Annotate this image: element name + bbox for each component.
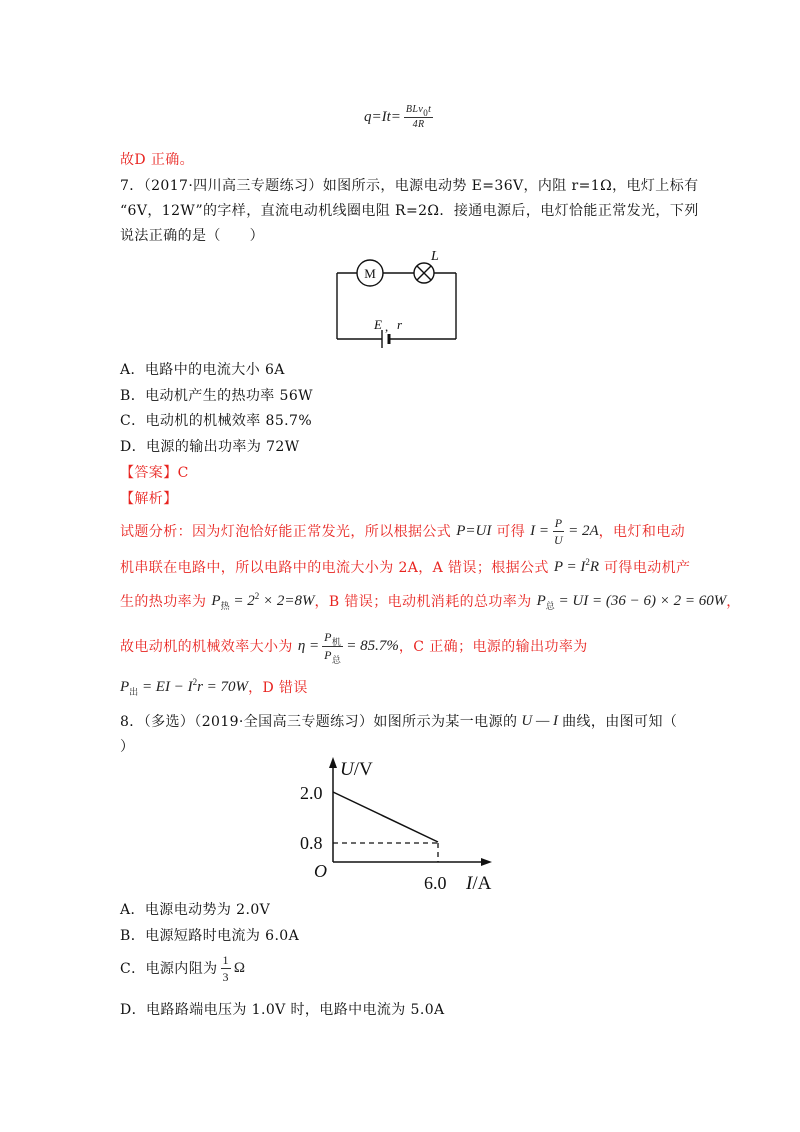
x-tick: 6.0 [424,873,447,893]
formula-total-power: $P_总$ = UI = (36 − 6) × 2 = 60W [536,592,727,611]
q8-u-i-graph [290,755,520,895]
lamp-label: L [431,249,439,264]
q7-circuit-diagram [330,245,465,355]
analysis-line-3 [120,590,741,612]
q7-stem-line-1: 7．（2017·四川高三专题练习）如图所示，电源电动势 E=36V，内阻 r=1Ω，电灯上标有 [120,178,699,194]
q7-stem-line-2: “6V，12W”的字样，直流电动机线圈电阻 R=2Ω．接通电源后，电灯恰能正常发光，下列 [120,203,699,219]
q7-option-d: D．电源的输出功率为 72W [120,439,300,455]
formula-efficiency-fraction: $\frac{P_机}{P_总}$ [324,629,342,665]
q8-stem-line-1 [120,711,677,731]
q7-option-b: B．电动机产生的热功率 56W [120,388,313,404]
analysis-text: 生的热功率为 [120,594,207,610]
y-axis-arrow [329,757,337,768]
x-axis-arrow [481,858,492,866]
q7-answer: 【答案】C [120,465,189,481]
formula-power: P=UI [456,522,492,539]
formula-fraction [404,103,433,131]
formula-numerator: BLv0t [405,104,432,118]
y-tick-top: 2.0 [300,783,323,803]
formula-efficiency-lhs: η = [297,637,320,654]
q8-stem-formula: U — I [521,712,559,729]
q8-option-a: A．电源电动势为 2.0V [120,902,271,918]
q8-stem-text: 8．（多选）（2019·全国高三专题练习）如图所示为某一电源的 [120,714,518,730]
internal-resistance-label: r [397,317,403,332]
analysis-text: 可得 [496,524,526,540]
q8-option-c-unit: Ω [233,959,246,976]
formula-denominator: 4R [412,119,425,130]
q7-option-a: A．电路中的电流大小 6A [120,362,285,378]
y-axis-label: U/V [340,759,373,780]
analysis-text: ，D 错误 [248,680,308,696]
analysis-line-4 [120,628,588,664]
q8-stem-line-2: ） [120,739,135,755]
analysis-text: ， [726,594,741,610]
q7-option-c: C．电动机的机械效率 85.7% [120,413,313,429]
q8-option-c-fraction: $\frac{1}{3}$ [222,952,229,984]
motor-label: M [364,266,376,281]
formula-efficiency-rhs: = 85.7% [346,637,399,654]
analysis-text: 可得电动机产 [604,560,691,576]
previous-answer-formula [364,102,436,132]
analysis-line-5 [120,676,308,698]
formula-output-power: $P_出$ = EI − $I^2r = 70W$ [120,676,249,697]
y-tick-low: 0.8 [300,833,323,853]
analysis-text: 故电动机的机械效率大小为 [120,639,293,655]
analysis-text: ，电灯和电动 [598,524,686,540]
q7-analysis-heading: 【解析】 [120,491,178,507]
label-separator: , [385,319,389,334]
formula-current-fraction: $\frac{P}{U}$ [554,515,564,547]
q8-option-c-text: C．电源内阻为 [120,961,218,977]
u-i-line [333,792,438,842]
analysis-text: ，C 正确；电源的输出功率为 [398,639,588,655]
analysis-text: ，B 错误；电动机消耗的总功率为 [314,594,532,610]
q8-option-c [120,952,245,984]
analysis-text: 机串联在电路中，所以电路中的电流大小为 2A，A 错误；根据公式 [120,560,549,576]
x-axis-label: I/A [466,873,492,894]
analysis-line-1 [120,514,685,548]
analysis-text: 试题分析：因为灯泡恰好能正常发光，所以根据公式 [120,524,452,540]
formula-lhs: q=It= [364,108,401,125]
emf-label: E [374,317,382,332]
q7-stem-line-3: 说法正确的是（ ） [120,228,264,244]
q8-option-d: D．电路路端电压为 1.0V 时，电路中电流为 5.0A [120,1002,445,1018]
origin-label: O [314,861,327,881]
formula-heat-result: $P_热 = 2^2 \times 2=8W$ [211,590,315,611]
q8-option-b: B．电源短路时电流为 6.0A [120,928,300,944]
formula-current-lhs: I = [530,522,550,539]
q8-stem-text: 曲线，由图可知（ [562,714,678,730]
formula-heat-power: $P = I^2R$ [553,556,600,575]
analysis-line-2 [120,556,690,578]
previous-conclusion: 故D 正确。 [120,152,195,168]
formula-current-rhs: = 2A [568,522,599,539]
